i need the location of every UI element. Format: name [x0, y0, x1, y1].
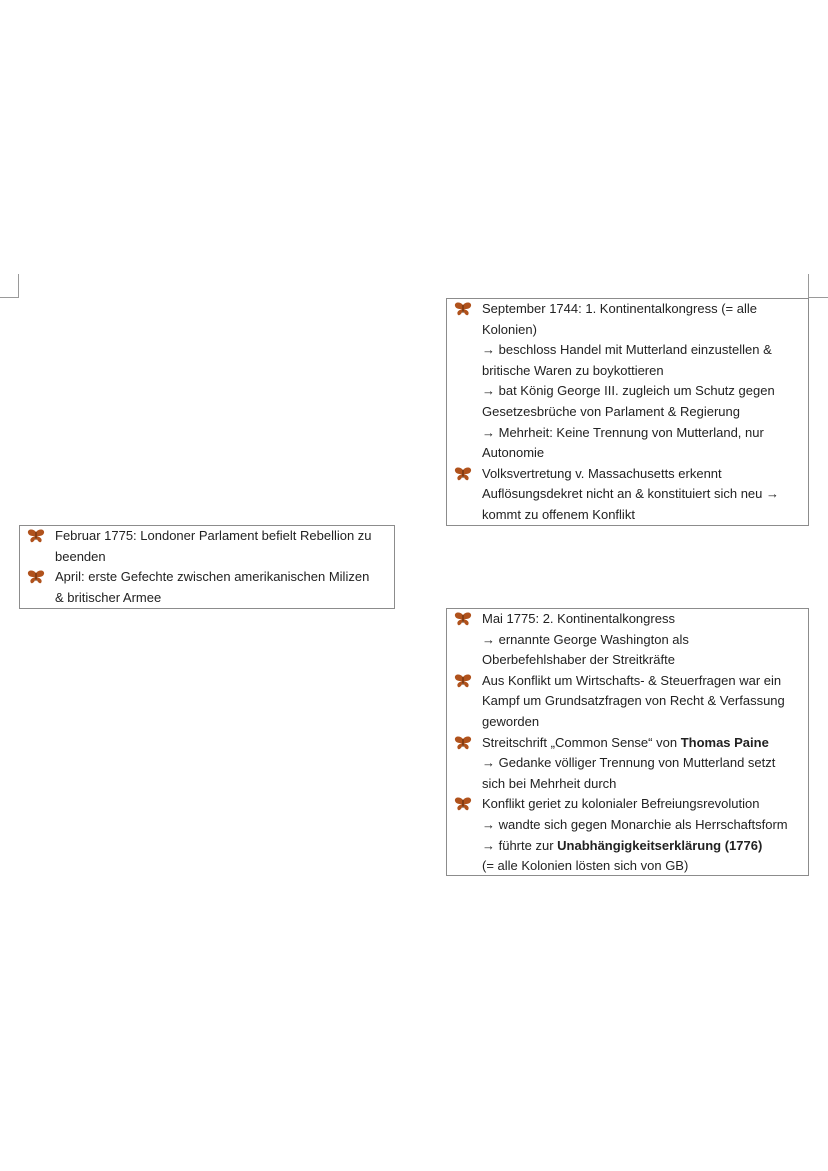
list-item: [454, 671, 802, 733]
text-line: Gesetzesbrüche von Parlament & Regierung: [482, 403, 740, 419]
text-line: Februar 1775: Londoner Parlament befielt Rebellion zu: [55, 528, 372, 543]
textbox-kontinentalkongress-2: [446, 608, 809, 876]
text-line: Autonomie: [482, 445, 545, 461]
declaration-title: Unabhängigkeitserklärung (1776): [557, 837, 763, 853]
list-item: [27, 526, 388, 567]
crop-mark-right-horizontal: [808, 297, 828, 298]
text-line: Konflikt geriet zu kolonialer Befreiungsrevolution: [482, 796, 760, 812]
text-line: Volksvertretung v. Massachusetts erkennt: [482, 465, 722, 481]
text-line: geworden: [482, 713, 540, 729]
crop-mark-left-horizontal: [0, 297, 19, 298]
text-line: → Gedanke völliger Trennung von Mutterland setzt: [482, 755, 776, 771]
text-line: (= alle Kolonien lösten sich von GB): [482, 858, 689, 874]
crop-mark-right-vertical: [808, 274, 809, 298]
text-line: Mai 1775: 2. Kontinentalkongress: [482, 611, 675, 626]
text-line: Auflösungsdekret nicht an & konstituiert sich neu →: [482, 486, 779, 502]
crop-mark-left-vertical: [18, 274, 19, 298]
text-line: beenden: [55, 548, 106, 564]
text-line: [482, 836, 802, 857]
list-item: [454, 464, 802, 526]
text-prefix: Streitschrift „Common Sense“ von: [482, 734, 681, 750]
textbox-kontinentalkongress-1: [446, 298, 809, 526]
textbox-februar-1775: [19, 525, 395, 609]
butterfly-icon: [27, 529, 45, 543]
author-name: Thomas Paine: [680, 734, 769, 750]
list-item: [454, 299, 802, 464]
butterfly-icon: [454, 302, 472, 316]
text-line: → ernannte George Washington als: [482, 631, 689, 647]
text-line: [482, 733, 802, 754]
text-line: kommt zu offenem Konflikt: [482, 506, 635, 522]
butterfly-icon: [454, 674, 472, 688]
text-line: September 1744: 1. Kontinentalkongress (= alle: [482, 301, 757, 316]
text-line: → wandte sich gegen Monarchie als Herrschaftsform: [482, 816, 788, 832]
text-line: Kolonien): [482, 321, 537, 337]
list-item: [454, 794, 802, 876]
text-line: April: erste Gefechte zwischen amerikanischen Milizen: [55, 569, 370, 585]
butterfly-icon: [27, 570, 45, 584]
text-line: sich bei Mehrheit durch: [482, 775, 617, 791]
text-line: & britischer Armee: [55, 589, 162, 605]
butterfly-icon: [454, 736, 472, 750]
text-line: → beschloss Handel mit Mutterland einzustellen &: [482, 342, 772, 358]
butterfly-icon: [454, 612, 472, 626]
butterfly-icon: [454, 467, 472, 481]
text-line: Oberbefehlshaber der Streitkräfte: [482, 652, 675, 668]
text-line: → bat König George III. zugleich um Schutz gegen: [482, 383, 775, 399]
text-line: Aus Konflikt um Wirtschafts- & Steuerfragen war ein: [482, 672, 782, 688]
text-line: britische Waren zu boykottieren: [482, 362, 664, 378]
text-prefix: → führte zur: [482, 837, 558, 853]
list-item: [454, 609, 802, 671]
list-item: [27, 567, 388, 608]
butterfly-icon: [454, 797, 472, 811]
text-line: → Mehrheit: Keine Trennung von Mutterland, nur: [482, 424, 764, 440]
list-item: [454, 733, 802, 795]
text-line: Kampf um Grundsatzfragen von Recht & Verfassung: [482, 693, 785, 709]
